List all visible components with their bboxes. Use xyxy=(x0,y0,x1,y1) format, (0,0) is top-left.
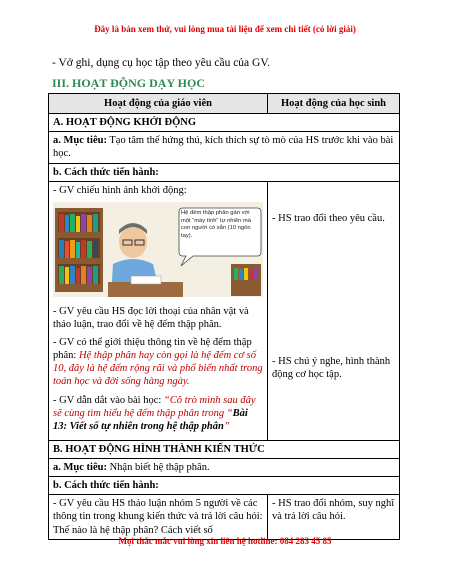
goal-label: a. Mục tiêu: xyxy=(53,135,107,147)
hotline-footer: Mọi thắc mắc vui lòng xin liên hệ hotline: 084 283 45 85 xyxy=(118,536,332,546)
student-activities-a xyxy=(268,181,400,440)
student-activities-b: - HS trao đổi nhóm, suy nghĩ và trả lời câu hỏi. xyxy=(268,495,400,539)
part-b-goal-row xyxy=(49,459,400,477)
activities-table xyxy=(48,93,400,540)
table-header-row xyxy=(49,94,400,114)
part-a-title: A. HOẠT ĐỘNG KHỞI ĐỘNG xyxy=(49,114,400,132)
step-show-image: - GV chiếu hình ảnh khởi động: xyxy=(53,184,187,196)
goal-text: Tạo tâm thế hứng thú, kích thích sự tò mò của HS trước khi vào bài học. xyxy=(53,135,394,160)
warmup-illustration xyxy=(53,202,263,297)
part-a-content-row xyxy=(49,181,400,440)
materials-line: - Vở ghi, dụng cụ học tập theo yêu cầu của GV. xyxy=(52,57,271,69)
teacher-activities-a xyxy=(49,181,268,440)
header-teacher: Hoạt động của giáo viên xyxy=(49,94,268,114)
part-a-goal-row xyxy=(49,132,400,163)
part-a-title-row xyxy=(49,114,400,132)
part-a-goal xyxy=(49,132,400,163)
step-read-dialogue: - GV yêu cầu HS đọc lời thoại của nhân vật và thảo luận, trao đổi về hệ đếm thập phân. xyxy=(53,305,249,330)
part-a-method: b. Cách thức tiến hành: xyxy=(49,163,400,181)
step4-close: ” xyxy=(223,420,230,432)
student-listen: - HS chú ý nghe, hình thành động cơ học tập. xyxy=(272,355,391,380)
step4-text: - GV dẫn dắt vào bài học: xyxy=(53,394,164,406)
preview-banner: Đây là bản xem thử, vui lòng mua tài liệu để xem chi tiết (có lời giải) xyxy=(94,24,356,34)
part-b-title: B. HOẠT ĐỘNG HÌNH THÀNH KIẾN THỨC xyxy=(49,440,400,458)
part-b-method-row xyxy=(49,477,400,495)
header-student: Hoạt động của học sinh xyxy=(268,94,400,114)
speech-bubble-text: Hệ đếm thập phân gần với một “máy tính” tự nhiên mà con người có sẵn (10 ngón tay). xyxy=(181,209,251,239)
teacher-activities-b: - GV yêu cầu HS thảo luận nhóm 5 người về các thông tin trong khung kiến thức và trả lời câu hỏi: Thế nào là hệ thập phân? Cách viết số xyxy=(49,495,268,539)
student-discuss: - HS trao đổi theo yêu cầu. xyxy=(272,212,385,224)
part-b-goal xyxy=(49,459,400,477)
lesson-title: Bài 13: Viết số tự nhiên trong hệ thập phân xyxy=(53,407,248,432)
part-a-method-row xyxy=(49,163,400,181)
section-title: III. HOẠT ĐỘNG DẠY HỌC xyxy=(52,76,206,90)
step3-text: - GV có thể giới thiệu thông tin về hệ đếm thập phân: xyxy=(53,337,252,362)
part-b-content-row xyxy=(49,495,400,539)
step-introduce-decimal xyxy=(53,336,263,389)
step-lead-in xyxy=(53,394,263,433)
step4-italic: “Cô trò mình sau đây sẽ cùng tìm hiểu hệ đếm thập phân trong “ xyxy=(53,394,256,419)
part-b-title-row xyxy=(49,440,400,458)
goal-text-b: Nhận biết hệ thập phân. xyxy=(106,462,210,473)
step3-italic: Hệ thập phân hay còn gọi là hệ đếm cơ số 10, đây là hệ đếm rộng rãi và phổ biến nhất trong toán học và đời sống hàng ngày. xyxy=(53,350,263,388)
part-b-method: b. Cách thức tiến hành: xyxy=(49,477,400,495)
goal-label-b: a. Mục tiêu: xyxy=(53,462,107,473)
